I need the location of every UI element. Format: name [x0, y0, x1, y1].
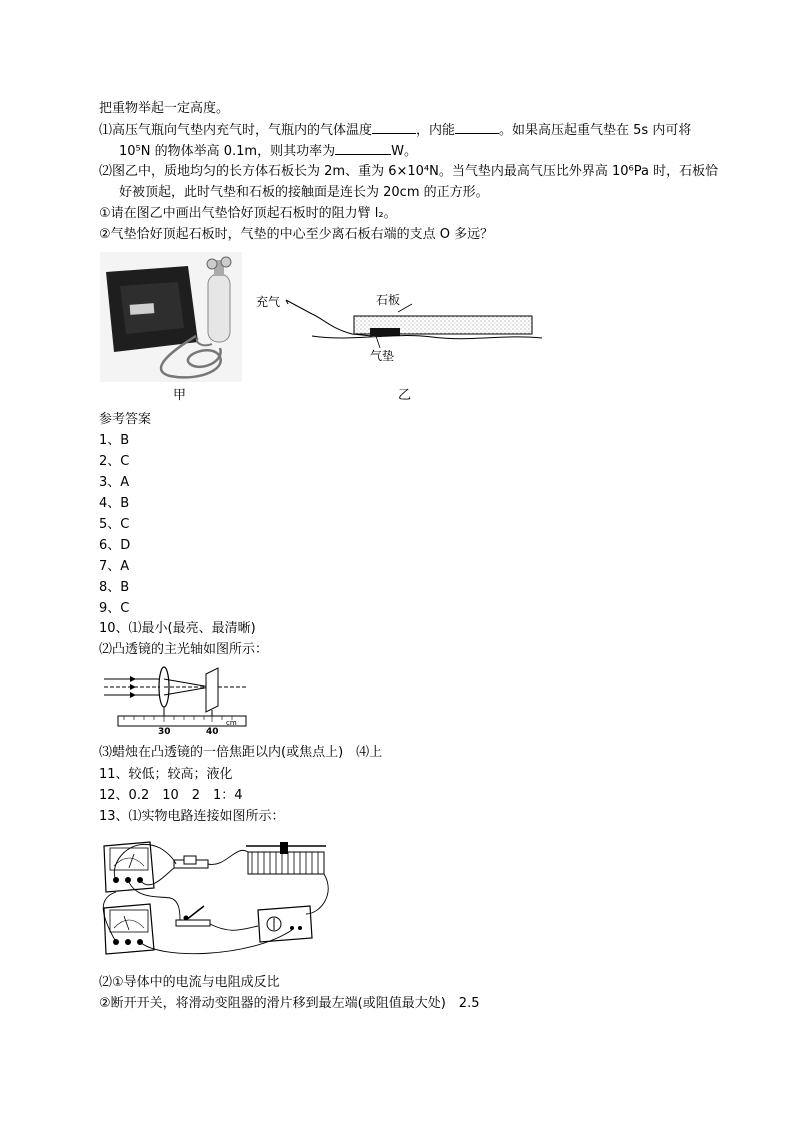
answer-13-line3: ②断开开关，将滑动变阻器的滑片移到最左端(或阻值最大处) 2.5: [99, 996, 480, 1011]
figure-yi-caption: 乙: [398, 388, 412, 403]
label-shiban: 石板: [376, 293, 401, 307]
label-qidian: 气垫: [370, 349, 395, 363]
q1-text-d: 10⁵N 的物体举高 0.1m，则其功率为: [119, 144, 336, 159]
blank-internal-energy: [455, 121, 499, 134]
answer-13-line2: ⑵①导体中的电流与电阻成反比: [99, 975, 280, 990]
answer-item: 7、A: [99, 559, 130, 574]
power-supply: [258, 906, 312, 942]
answer-item: 1、B: [99, 433, 130, 448]
q2-line2: 好被顶起，此时气垫和石板的接触面是连长为 20cm 的正方形。: [119, 185, 489, 200]
answer-item: 3、A: [99, 475, 130, 490]
blank-power: [335, 142, 391, 155]
answer-item: 6、D: [99, 538, 131, 553]
sliding-rheostat: [246, 842, 326, 874]
q2-line3: ①请在图乙中画出气垫恰好顶起石板时的阻力臂 l₂。: [99, 206, 397, 221]
q1-text-e: W。: [391, 144, 417, 159]
answer-item: 9、C: [99, 601, 130, 616]
q2-line4: ②气垫恰好顶起石板时，气垫的中心至少离石板右端的支点 O 多远？: [99, 227, 494, 242]
label-chongqi: 充气: [256, 295, 281, 309]
figure-circuit: [100, 834, 332, 968]
q1-line1: [99, 121, 691, 140]
answer-item: 5、C: [99, 517, 130, 532]
blank-temperature: [372, 121, 416, 134]
answer-10-line3: ⑶蜡烛在凸透镜的一倍焦距以内(或焦点上) ⑷上: [99, 745, 383, 760]
fixed-resistor: [174, 856, 208, 868]
figure-jia-photo: [100, 252, 242, 382]
screen: [206, 668, 218, 712]
q1-line2: [119, 142, 417, 161]
q2-line1: ⑵图乙中，质地均匀的长方体石板长为 2m、重为 6×10⁴N。当气垫内最高气压比外界高 10⁶Pa 时，石板恰: [99, 164, 719, 179]
figure-jia-caption: 甲: [173, 388, 187, 403]
answers-title: 参考答案: [99, 412, 152, 427]
gas-cylinder: [208, 274, 230, 342]
answer-12: 12、0.2 10 2 1：4: [99, 788, 243, 803]
answer-11: 11、较低；较高；液化: [99, 767, 233, 782]
q1-text-b: ，内能: [416, 123, 456, 138]
q1-text-c: 。如果高压起重气垫在 5s 内可将: [499, 123, 692, 138]
ground-line: [312, 336, 542, 339]
answer-item: 2、C: [99, 454, 130, 469]
figure-lens-bench: [100, 664, 252, 736]
answer-item: 4、B: [99, 496, 130, 511]
answer-13-line1: 13、⑴实物电路连接如图所示：: [99, 809, 285, 824]
q1-text-a: ⑴高压气瓶向气垫内充气时，气瓶内的气体温度: [99, 123, 373, 138]
answer-item: 8、B: [99, 580, 130, 595]
switch: [176, 906, 210, 926]
answer-10-line2: ⑵凸透镜的主光轴如图所示：: [99, 642, 269, 657]
figure-yi-diagram: [252, 284, 542, 364]
answer-10-line1: 10、⑴最小(最亮、最清晰): [99, 621, 256, 636]
air-cushion: [370, 328, 400, 336]
intro-line: 把重物举起一定高度。: [99, 101, 230, 116]
tick-30: 30: [158, 727, 171, 736]
unit-cm: cm: [226, 719, 237, 727]
tick-40: 40: [206, 727, 219, 736]
